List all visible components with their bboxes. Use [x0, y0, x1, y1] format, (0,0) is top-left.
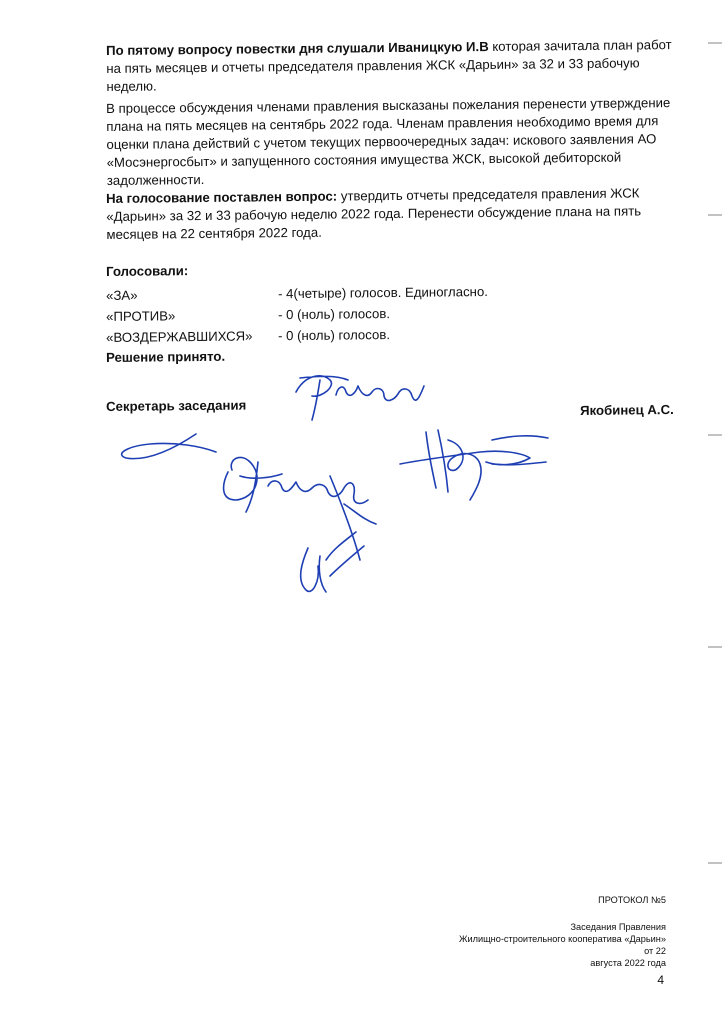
signature-stroke: [268, 481, 368, 503]
page-number: 4: [657, 973, 664, 987]
scan-edge-mark: [708, 434, 722, 436]
secretary-label: Секретарь заседания: [106, 397, 247, 414]
signature-stroke: [224, 457, 282, 512]
scan-edge-mark: [708, 214, 722, 216]
vote-label-against: «ПРОТИВ»: [106, 308, 176, 324]
signature-stroke: [400, 430, 530, 492]
voting-title: Голосовали:: [106, 263, 189, 279]
footer-line1: Заседания Правления: [570, 922, 666, 932]
scan-edge-mark: [708, 862, 722, 864]
protocol-label: ПРОТОКОЛ №5: [598, 895, 666, 905]
footer-line4: августа 2022 года: [590, 958, 666, 968]
discussion-paragraph: [106, 94, 673, 190]
vote-value-for: - 4(четыре) голосов. Единогласно.: [277, 284, 488, 302]
signature-stroke: [330, 476, 376, 560]
scan-edge-mark: [708, 646, 722, 648]
item5-text: которая зачитала план работ на пять месяцев и отчеты председателя правления ЖСК «Дарьин» за 32 и 33 рабочую неделю.: [106, 37, 672, 94]
vote-question-text: утвердить отчеты председателя правления ЖСК «Дарьин» за 32 и 33 рабочую неделю 2022 года. Перенести обсуждение плана на пять месяцев на 22 сентября 2022 года.: [106, 185, 642, 242]
vote-label-abstain: «ВОЗДЕРЖАВШИХСЯ»: [106, 328, 253, 345]
decision-text: Решение принято.: [106, 348, 226, 365]
secretary-name: Якобинец А.С.: [580, 402, 674, 418]
vote-label-for: «ЗА»: [106, 287, 138, 303]
signature-stroke: [336, 386, 424, 400]
signature-stroke: [296, 376, 348, 420]
scan-edge-mark: [708, 42, 722, 44]
vote-value-abstain: - 0 (ноль) голосов.: [277, 327, 391, 344]
discussion-text: В процессе обсуждения членами правления высказаны пожелания перенести утверждение плана на пять месяцев на сентябрь 2022 года. Членам правления необходимо время для оценки плана действий с учетом текущих первоочередных задач: искового заявления АО «Мосэнергосбыт» и запущенного состояния имущества ЖСК, высокой дебиторской задолженности.: [106, 95, 671, 188]
signature-stroke: [122, 434, 216, 459]
vote-question-label: На голосование поставлен вопрос:: [106, 188, 338, 206]
item5-paragraph: [106, 36, 673, 96]
vote-value-against: - 0 (ноль) голосов.: [277, 306, 391, 323]
signature-stroke: [448, 440, 481, 500]
item5-heading: По пятому вопросу повестки дня слушали Иваницкую И.В: [106, 38, 489, 58]
vote-question-paragraph: [106, 184, 673, 244]
footer-line3: от 22: [644, 946, 666, 956]
signature-stroke: [301, 532, 364, 592]
signature-stroke: [492, 436, 548, 465]
footer-line2: Жилищно-строительного кооператива «Дарьин»: [459, 934, 666, 944]
